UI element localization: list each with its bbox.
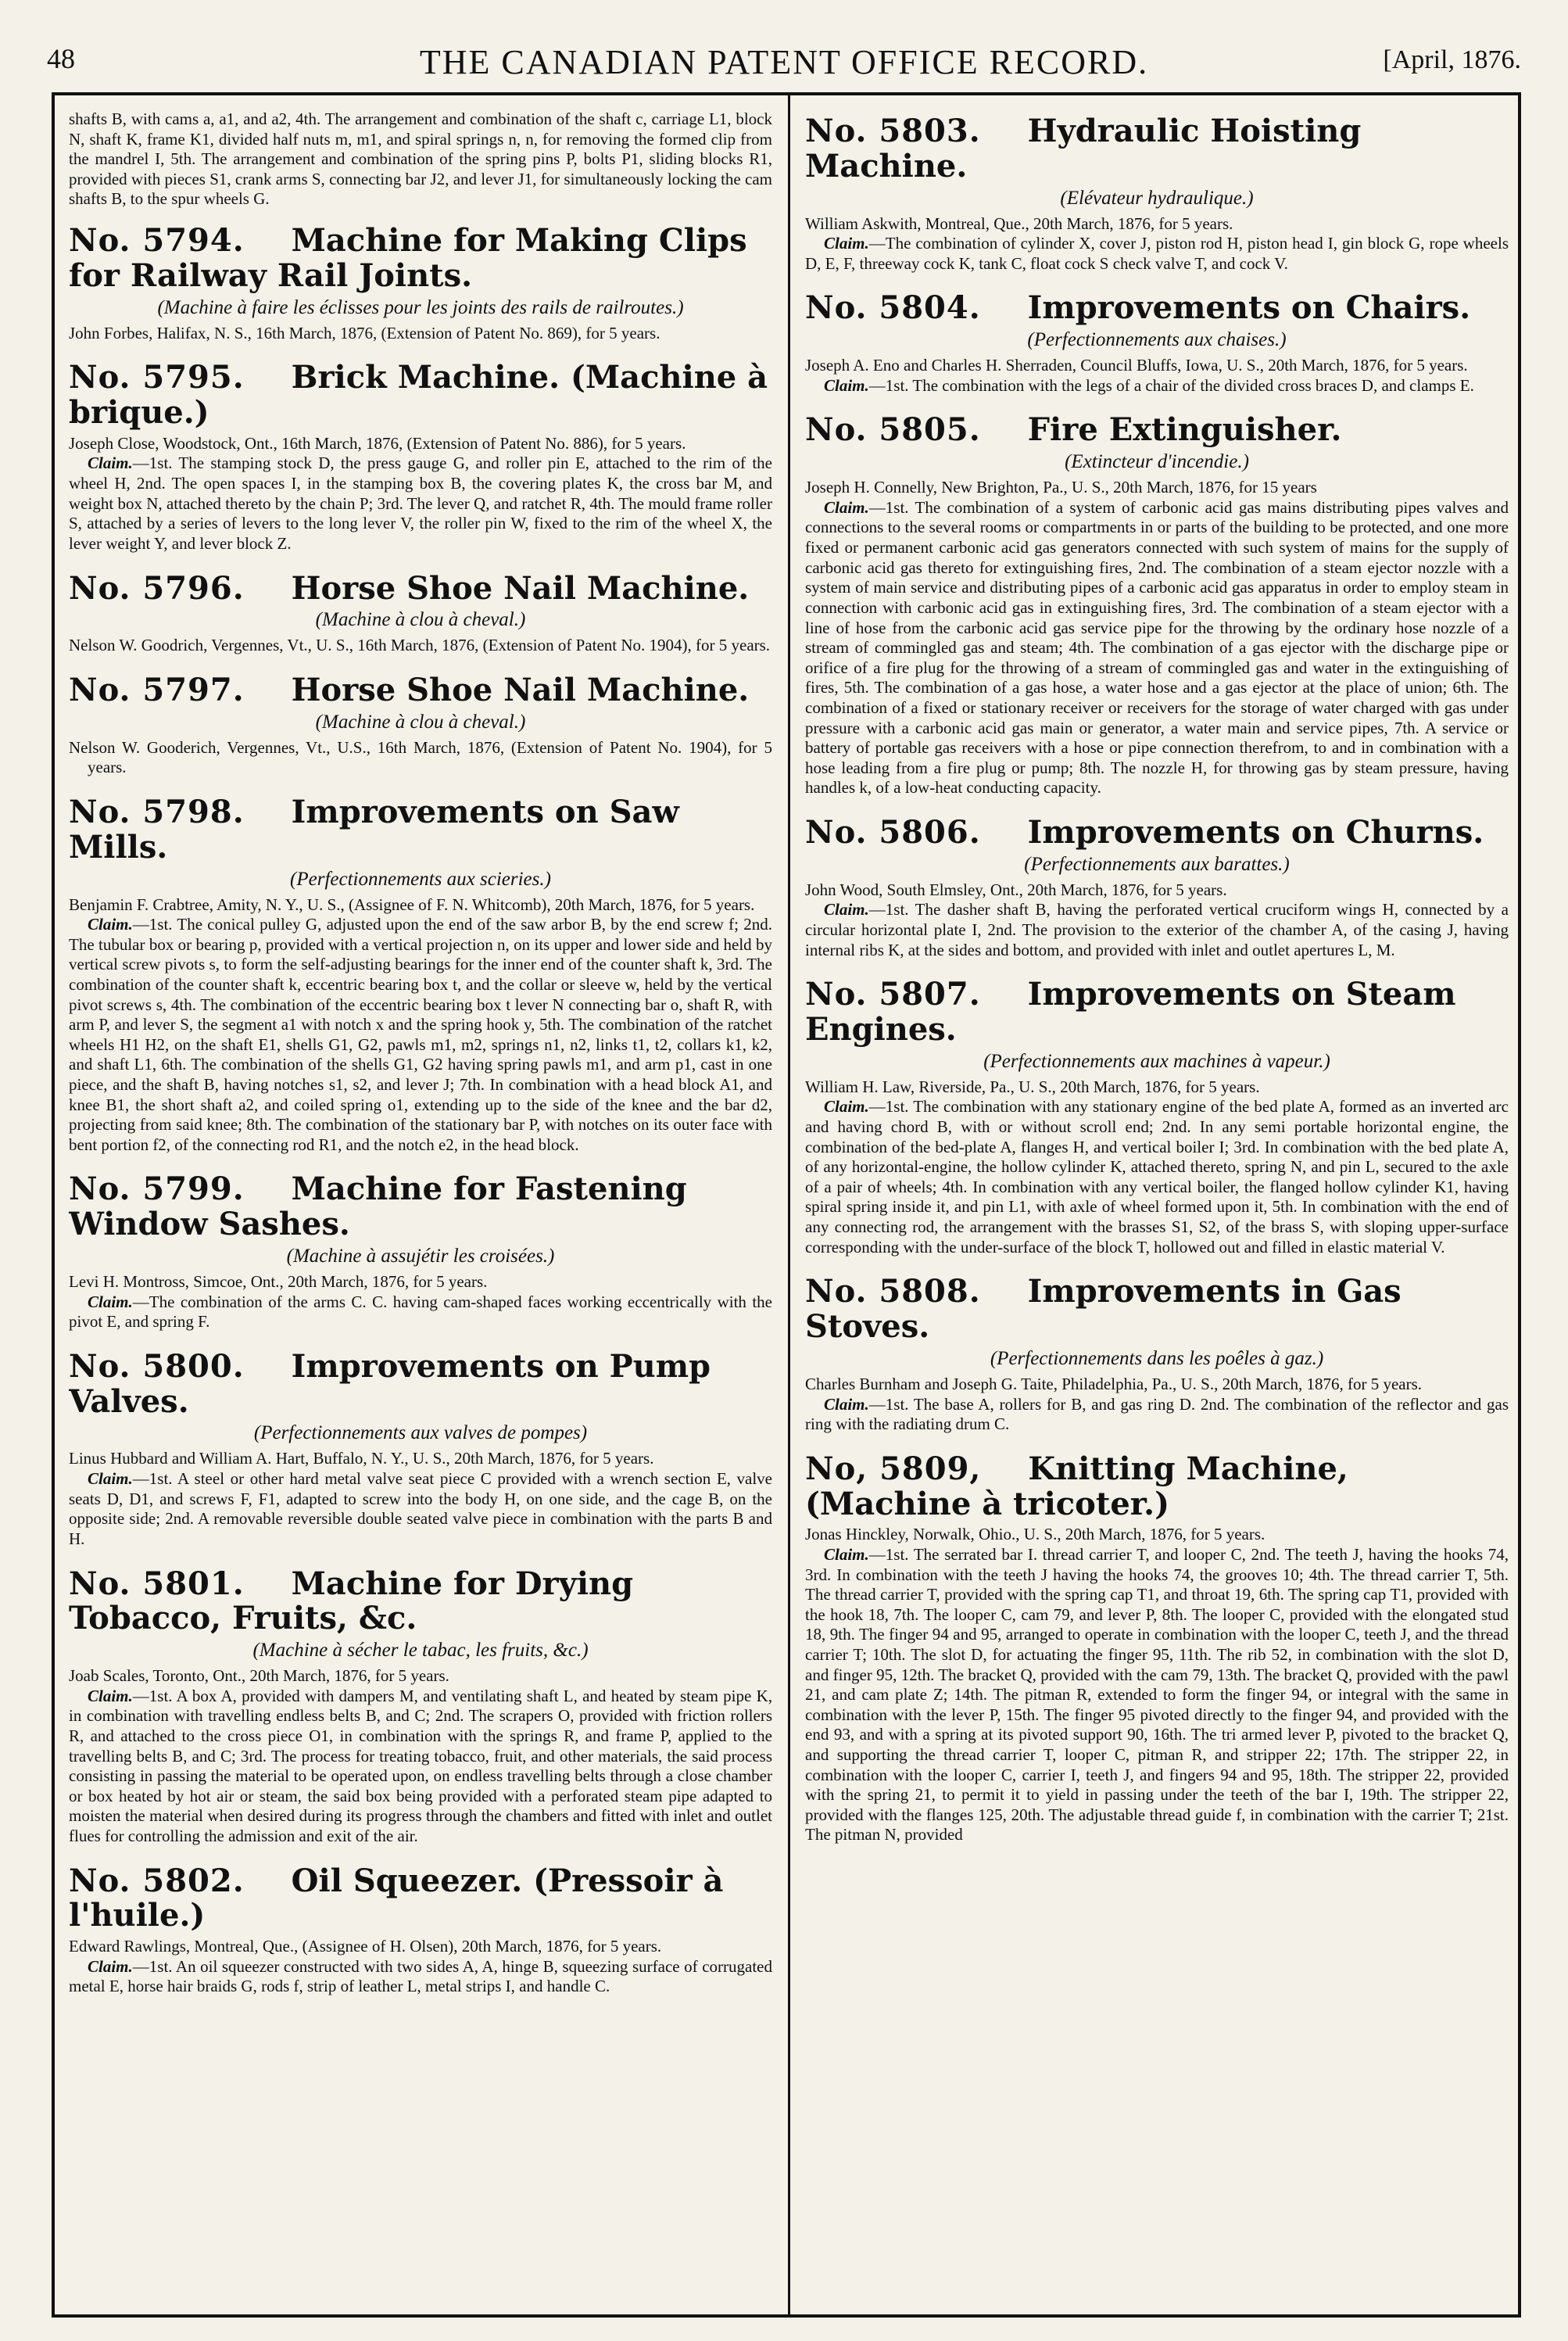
patent-heading — [69, 1347, 772, 1420]
patent-entry — [805, 813, 1509, 960]
patent-title: Machine for Drying Tobacco, Fruits, &c. — [69, 1565, 634, 1637]
patent-title: Machine for Making Clips for Railway Rail Joints. — [69, 222, 747, 294]
page-frame — [52, 92, 1521, 2318]
patent-title: Machine for Fastening Window Sashes. — [69, 1170, 687, 1243]
claim-label: Claim. — [824, 900, 869, 920]
patent-entry — [69, 224, 772, 343]
patent-heading — [69, 1864, 772, 1934]
claim-label: Claim. — [824, 375, 869, 395]
grantee-line: Benjamin F. Crabtree, Amity, N. Y., U. S., (Assignee of F. N. Whitcomb), 20th March, 1876, for 5 years. — [69, 894, 755, 914]
grantee-line: Nelson W. Gooderich, Vergennes, Vt., U.S., 16th March, 1876, (Extension of Patent No. 1904), for 5 years. — [69, 737, 772, 777]
grantee-line: Nelson W. Goodrich, Vergennes, Vt., U. S., 16th March, 1876, (Extension of Patent No. 1904), for 5 years. — [69, 636, 771, 655]
patent-number: No. 5794. — [69, 222, 245, 260]
claim-label: Claim. — [824, 1544, 869, 1564]
patent-entry — [69, 360, 772, 554]
patent-title: Improvements in Gas Stoves. — [805, 1273, 1402, 1346]
french-title: (Perfectionnements aux valves de pompes) — [253, 1422, 588, 1444]
claim-label: Claim. — [88, 1956, 133, 1976]
patent-entry — [805, 1452, 1509, 1845]
patent-heading — [69, 569, 772, 607]
page-header — [47, 34, 1521, 81]
claim-body: —1st. The conical pulley G, adjusted upon the end of the saw arbor B, by the end screw f; 2nd. The tubular box or bearing p, provided with a vertical projection n, on its upper and lower side and held by vertical screw pivots s, to form the self-adjusting bearings for the inner end of the counter shaft k, 3rd. The combination of the counter shaft k, eccentric bearing box t, and the collar or sleeve w, held by the vertical pivot screws s, 4th. The combination of the eccentric bearing box t lever N connecting bar o, shaft R, with arm P, and lever S, the segment a1 with notch x and the spring hook y, 5th. The combination of the ratchet wheels H1 H2, on the shaft E1, shells G1, G2, pawls m1, m2, springs n1, n2, links t1, t2, collars k1, k2, and shaft L1, 6th. The combination of the shells G1, G2 having spring pawls m1, and arm p1, cast in one piece, and the shaft B, having notches s1, s2, and lever J; 7th. In combination with a head block A1, and knee B1, the short shaft a2, and coiled spring o1, extending up to the side of the knee and the bar d2, projecting from said knee; 8th. The combination of the stationary bar P, with notches on its outer face with bent portion f2, of the connecting rod R1, and the notch e2, in the head block. — [69, 915, 772, 1154]
patent-number: No. 5798. — [69, 793, 245, 830]
patent-number: No. 5795. — [69, 359, 245, 396]
patent-heading — [805, 291, 1509, 326]
french-title: (Perfectionnements aux chaises.) — [1027, 329, 1287, 351]
patent-number: No. 5803. — [805, 113, 981, 149]
grantee-line: Edward Rawlings, Montreal, Que., (Assignee of H. Olsen), 20th March, 1876, for 5 years. — [69, 1937, 662, 1956]
claim-body: —1st. The dasher shaft B, having the perforated vertical cruciform wings H, connected by a circular horizontal plate I, 2nd. The provision to the exterior of the chamber A, of the casing J, having internal ribs K, at the sides and bottom, and provided with inlet and outlet apertures L, M. — [805, 900, 1509, 959]
grantee-line: Joseph A. Eno and Charles H. Sherraden, Council Bluffs, Iowa, U. S., 20th March, 1876, for 5 years. — [805, 356, 1468, 375]
patent-heading — [69, 360, 772, 431]
patent-entry — [69, 1347, 772, 1550]
french-title: (Perfectionnements aux barattes.) — [1024, 853, 1290, 875]
patent-title: Horse Shoe Nail Machine. — [291, 569, 750, 607]
continuation-text: shafts B, with cams a, a1, and a2, 4th. The arrangement and combination of the shaft c, carriage L1, block N, shaft K, frame K1, divided half nuts m, m1, and spiral springs n, n, for removing the formed clip from the mandrel I, 5th. The arrangement and combination of the spring pins P, bolts P1, sliding blocks R1, provided with pieces S1, crank arms S, connecting bar J2, and lever J1, for simultaneously locking the cam shafts B, to the spur wheels G. — [69, 109, 772, 209]
claim-label: Claim. — [824, 1097, 869, 1117]
patent-entry — [805, 114, 1509, 274]
patent-heading — [805, 1274, 1509, 1345]
claim-body: —1st. The base A, rollers for B, and gas ring D. 2nd. The combination of the reflector and gas ring with the radiating drum C. — [805, 1394, 1509, 1434]
claim-text — [69, 915, 772, 1155]
patent-number: No. 5796. — [69, 569, 245, 607]
patent-title: Brick Machine. (Machine à brique.) — [69, 359, 768, 432]
patent-number: No. 5797. — [69, 671, 245, 708]
patent-heading — [805, 813, 1509, 851]
grantee-line: Joseph Close, Woodstock, Ont., 16th March, 1876, (Extension of Patent No. 886), for 5 years. — [69, 433, 686, 453]
claim-body: —1st. A box A, provided with dampers M, and ventilating shaft L, and heated by steam pipe K, in combination with travelling endless belts B, and C; 2nd. The scrapers O, provided with friction rollers R, and attached to the cross piece O1, in combination with the springs R, and frame P, applied to the travelling belts B, and C; 3rd. The process for treating tobacco, fruit, and other materials, the said process consisting in passing the material to be operated upon, on endless travelling belts through a close chamber or box heated by hot air or steam, the said box being provided with a perforated steam pipe adapted to moisten the material when desired during its progress through the chambers and fitted with inlet and outlet flues for controlling the admission and exit of the air. — [69, 1686, 772, 1845]
claim-body: —1st. The combination with the legs of a chair of the divided cross braces D, and clamps E. — [868, 375, 1474, 395]
claim-label: Claim. — [824, 234, 869, 253]
issue-date: [April, 1876. — [1383, 45, 1521, 74]
french-title: (Machine à assujétir les croisées.) — [286, 1246, 555, 1267]
claim-text — [805, 900, 1509, 960]
patent-title: Hydraulic Hoisting Machine. — [805, 113, 1362, 185]
column-divider — [788, 95, 790, 2314]
patent-number: No. 5804. — [805, 289, 981, 327]
patent-number: No. 5808. — [805, 1273, 981, 1310]
french-title: (Machine à clou à cheval.) — [315, 711, 526, 733]
claim-label: Claim. — [88, 1686, 133, 1705]
grantee-line: Charles Burnham and Joseph G. Taite, Philadelphia, Pa., U. S., 20th March, 1876, for 5 years. — [805, 1374, 1423, 1393]
patent-heading — [805, 977, 1509, 1048]
claim-text — [69, 1957, 772, 1997]
patent-number: No. 5806. — [805, 813, 981, 851]
claim-label: Claim. — [88, 915, 133, 934]
patent-heading — [805, 413, 1509, 448]
claim-text — [69, 1292, 772, 1332]
patent-number: No. 5805. — [805, 411, 981, 449]
patent-heading — [69, 1567, 772, 1637]
patent-entry — [69, 1567, 772, 1847]
patent-number: No. 5801. — [69, 1565, 245, 1602]
claim-body: —The combination of the arms C. C. having cam-shaped faces working eccentrically with the pivot E, and spring F. — [69, 1292, 772, 1332]
grantee-line: Joab Scales, Toronto, Ont., 20th March, 1876, for 5 years. — [69, 1666, 449, 1686]
page-number: 48 — [47, 43, 75, 74]
claim-body: —1st. The stamping stock D, the press gauge G, and roller pin E, attached to the rim of the wheel H, 2nd. The open spaces I, in the stamping box B, the covering plates K, the cross bar M, and weight box N, attached thereto by the chain P; 3rd. The lever Q, and ratchet R, 4th. The mould frame roller S, attached by a series of levers to the long lever V, the roller pin W, fixed to the rim of the wheel X, the lever weight Y, and lever block Z. — [69, 454, 772, 553]
patent-number: No. 5802. — [69, 1862, 245, 1899]
patent-entry — [69, 569, 772, 656]
grantee-line: John Forbes, Halifax, N. S., 16th March, 1876, (Extension of Patent No. 869), for 5 years. — [69, 323, 660, 342]
claim-text — [805, 1395, 1509, 1435]
patent-title: Oil Squeezer. (Pressoir à l'huile.) — [69, 1862, 724, 1934]
patent-title: Knitting Machine, (Machine à tricoter.) — [805, 1450, 1348, 1522]
patent-entry — [69, 673, 772, 778]
french-title: (Perfectionnements aux scieries.) — [290, 868, 551, 890]
grantee-line: William H. Law, Riverside, Pa., U. S., 20th March, 1876, for 5 years. — [805, 1077, 1260, 1096]
patent-number: No. 5800. — [69, 1347, 245, 1385]
claim-text — [69, 454, 772, 554]
patent-heading — [69, 224, 772, 294]
journal-title: THE CANADIAN PATENT OFFICE RECORD. — [419, 43, 1149, 81]
patent-title: Improvements on Churns. — [1027, 813, 1484, 851]
patent-entry — [805, 1274, 1509, 1434]
patent-heading — [69, 673, 772, 708]
claim-body: —1st. A steel or other hard metal valve seat piece C provided with a wrench section E, valve seats D, D1, and screws F, F1, adapted to screw into the body H, on one side, and the cage B, on the opposite side; 2nd. A removable reversible double seated valve piece in combination with the parts B and H. — [69, 1469, 772, 1548]
french-title: (Elévateur hydraulique.) — [1060, 187, 1254, 209]
claim-text — [805, 1545, 1509, 1845]
claim-label: Claim. — [824, 1394, 869, 1414]
french-title: (Machine à clou à cheval.) — [315, 609, 526, 631]
grantee-line: Jonas Hinckley, Norwalk, Ohio., U. S., 20th March, 1876, for 5 years. — [805, 1525, 1265, 1544]
patent-title: Horse Shoe Nail Machine. — [291, 671, 750, 708]
patent-title: Improvements on Chairs. — [1027, 289, 1471, 327]
grantee-line: Linus Hubbard and William A. Hart, Buffalo, N. Y., U. S., 20th March, 1876, for 5 years. — [69, 1449, 654, 1468]
patent-entry — [805, 413, 1509, 798]
claim-text — [805, 498, 1509, 798]
left-column — [69, 109, 772, 2300]
grantee-line: Joseph H. Connelly, New Brighton, Pa., U. S., 20th March, 1876, for 15 years — [805, 478, 1317, 497]
claim-label: Claim. — [824, 497, 869, 517]
patent-heading — [805, 114, 1509, 185]
claim-body: —1st. The combination of a system of carbonic acid gas mains distributing pipes valves and connections to the several rooms or compartments in or parts of the building to be protected, and one more fixed or permanent carbonic acid gas generators connected with such system of mains for the supply of carbonic acid gas thereto for extinguishing fires, 2nd. The combination of a steam ejector nozzle with a system of main service and distributing pipes of a carbonic acid gas apparatus in order to employ steam in connection with carbonic acid gas in extinguishing fires, 3rd. The combination of a steam ejector with a line of hose from the carbonic acid gas service pipe for the throwing by the ordinary hose nozzle of a stream of commingled gas and steam; 4th. The combination of a gas ejector with the discharge pipe or orifice of a fire plug for the throwing of a stream of commingled gas and water in the extinguishing of fires, 5th. The combination of a gas hose, a water hose and a gas ejector at the place of union; 6th. The combination of a fixed or stationary receiver or receivers for the storage of water charged with gas under pressure with a carbonic acid gas main or generator, a water main and service pipes, 7th. A service or battery of portable gas receivers with a hose or pipe connection therefrom, to and in combination with a hose leading from a fire plug or pump; 8th. The nozzle H, for throwing gas by steam pressure, having handles k, of a low-heat conducting capacity. — [805, 497, 1509, 798]
french-title: (Perfectionnements dans les poêles à gaz.) — [990, 1347, 1324, 1369]
patent-title: Improvements on Pump Valves. — [69, 1347, 711, 1420]
french-title: (Extincteur d'incendie.) — [1065, 451, 1249, 473]
claim-body: —1st. The combination with any stationary engine of the bed plate A, formed as an inverted arc and having chord B, with or without scroll end; 2nd. In any semi portable horizontal engine, the combination of the bed-plate A, flanges H, and vertical boiler I; 3rd. In combination with the bed plate A, of any horizontal-engine, the hollow cylinder K, attached thereto, spring N, and pin L, secured to the axle of a pair of wheels; 4th. In combination with any vertical boiler, the flanged hollow cylinder K1, having spiral spring inside it, and pin L1, with axle of wheel formed upon it, 5th. In combination with the end of any connecting rod, the arrangement with the brasses S1, S2, of the brass S, with sloping upper-surface corresponding with the under-surface of the block T, hollowed out and filled in elastic material V. — [805, 1097, 1509, 1257]
french-title: (Machine à faire les éclisses pour les joints des rails de railroutes.) — [157, 296, 684, 318]
patent-entry — [805, 291, 1509, 396]
patent-number: No. 5799. — [69, 1170, 245, 1208]
claim-body: —1st. The serrated bar I. thread carrier T, and looper C, 2nd. The teeth J, having the hooks 74, 3rd. In combination with the teeth J having the hooks 74, the grooves 10; 4th. The thread carrier T, 5th. The thread carrier T, provided with the spring cap T1, and throat 19, 6th. The spring cap T1, provided with the hook 18, 7th. The looper C, cam 79, and lever P, 8th. The looper C, provided with the elongated stud 18, 9th. The finger 94 and 95, arranged to operate in combination with the looper C, teeth J, and the thread carrier T; 10th. The slot D, for actuating the finger 95, 11th. The rib 52, in combination with the slot D, and finger 95, 12th. The bracket Q, provided with the cam 79, 13th. The bracket Q, provided with the pawl 21, and cam plate Z; 14th. The pitman R, extended to form the finger 94, or integral with the same in combination with the lever P, 15th. The finger 95 pivoted directly to the finger 94, and provided with the end 93, and with a spring at its pivoted support 90, 16th. The tri armed lever P, pivoted to the bracket Q, and supporting the thread carrier T, looper C, pitman R, and stripper 22; 17th. The stripper 22, in combination with the looper C, carrier I, teeth J, and fingers 94 and 95, 18th. The stripper 22, provided with the spring 21, to permit it to yield in passing under the teeth of the bar I, 19th. The stripper 22, provided with the flanges 125, 20th. The adjustable thread guide f, in combination with the carrier T; 21st. The pitman N, provided — [805, 1544, 1509, 1844]
claim-body: —The combination of cylinder X, cover J, piston rod H, piston head I, gin block G, rope wheels D, E, F, threeway cock K, tank C, float cock S check valve T, and cock V. — [805, 234, 1509, 273]
grantee-line: Levi H. Montross, Simcoe, Ont., 20th March, 1876, for 5 years. — [69, 1272, 488, 1292]
claim-text — [805, 376, 1509, 396]
claim-text — [69, 1687, 772, 1847]
patent-number: No. 5807. — [805, 976, 981, 1013]
patent-title: Improvements on Steam Engines. — [805, 976, 1456, 1049]
patent-heading — [69, 795, 772, 866]
claim-label: Claim. — [88, 1469, 133, 1489]
patent-heading — [805, 1452, 1509, 1522]
claim-text — [805, 1097, 1509, 1257]
claim-text — [805, 234, 1509, 274]
claim-body: —1st. An oil squeezer constructed with two sides A, A, hinge B, squeezing surface of corrugated metal E, horse hair braids G, rods f, strip of leather L, metal strips I, and handle C. — [69, 1956, 772, 1996]
patent-heading — [69, 1172, 772, 1242]
claim-label: Claim. — [88, 1292, 133, 1311]
patent-entry — [69, 1172, 772, 1332]
patent-title: Fire Extinguisher. — [1027, 411, 1342, 449]
patent-title: Improvements on Saw Mills. — [69, 793, 679, 866]
grantee-line: William Askwith, Montreal, Que., 20th March, 1876, for 5 years. — [805, 213, 1233, 233]
right-column — [805, 109, 1509, 2300]
claim-text — [69, 1469, 772, 1549]
grantee-line: John Wood, South Elmsley, Ont., 20th March, 1876, for 5 years. — [805, 880, 1227, 899]
claim-label: Claim. — [88, 454, 133, 473]
french-title: (Machine à sécher le tabac, les fruits, &c.) — [252, 1640, 589, 1662]
patent-entry — [805, 977, 1509, 1257]
patent-entry — [69, 1864, 772, 1997]
french-title: (Perfectionnements aux machines à vapeur.) — [983, 1050, 1330, 1072]
patent-number: No, 5809, — [805, 1450, 982, 1487]
patent-entry — [69, 795, 772, 1156]
